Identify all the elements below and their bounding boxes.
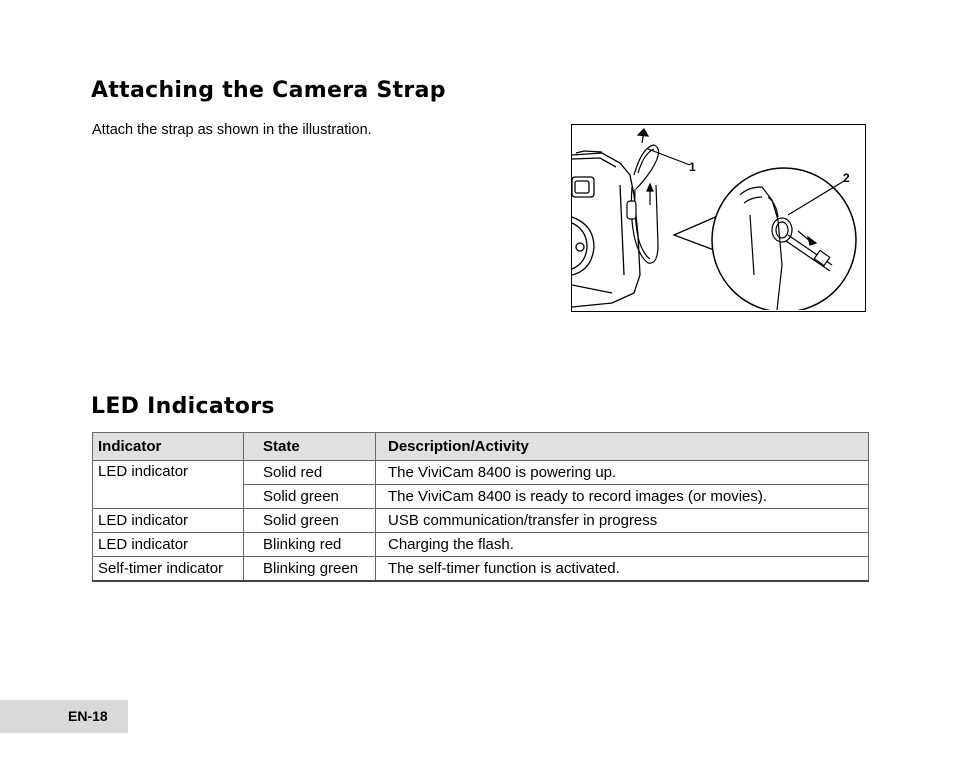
- cell-state: Solid red: [244, 461, 376, 485]
- camera-body-drawing: [572, 151, 640, 307]
- cell-state: Solid green: [244, 509, 376, 533]
- column-header-indicator: Indicator: [93, 433, 244, 461]
- cell-description: USB communication/transfer in progress: [376, 509, 869, 533]
- section-title-camera-strap: Attaching the Camera Strap: [91, 78, 446, 103]
- table-row: [93, 509, 869, 533]
- cell-description: The self-timer function is activated.: [376, 557, 869, 582]
- table-header-row: [93, 433, 869, 461]
- table-row: [93, 461, 869, 485]
- camera-strap-illustration: [571, 124, 866, 312]
- column-header-state: State: [244, 433, 376, 461]
- page-number: EN-18: [68, 708, 108, 724]
- led-indicator-table: [92, 432, 869, 582]
- column-header-description: Description/Activity: [376, 433, 869, 461]
- cell-description: The ViviCam 8400 is ready to record images (or movies).: [376, 485, 869, 509]
- cell-description: Charging the flash.: [376, 533, 869, 557]
- cell-state: Blinking red: [244, 533, 376, 557]
- table-row: [93, 557, 869, 582]
- strap-loop-drawing: [627, 129, 690, 263]
- table-row: [93, 533, 869, 557]
- cell-indicator: LED indicator: [93, 533, 244, 557]
- magnified-detail: [712, 168, 856, 310]
- callout-label-2: 2: [843, 171, 850, 185]
- page-footer: [0, 700, 128, 733]
- cell-indicator: Self-timer indicator: [93, 557, 244, 582]
- section-title-led-indicators: LED Indicators: [91, 394, 275, 419]
- cell-indicator: LED indicator: [93, 461, 244, 509]
- cell-description: The ViviCam 8400 is powering up.: [376, 461, 869, 485]
- cell-indicator: LED indicator: [93, 509, 244, 533]
- callout-label-1: 1: [689, 160, 696, 174]
- cell-state: Solid green: [244, 485, 376, 509]
- strap-instruction-text: Attach the strap as shown in the illustration.: [92, 122, 372, 138]
- strap-drawing: [572, 125, 864, 310]
- cell-state: Blinking green: [244, 557, 376, 582]
